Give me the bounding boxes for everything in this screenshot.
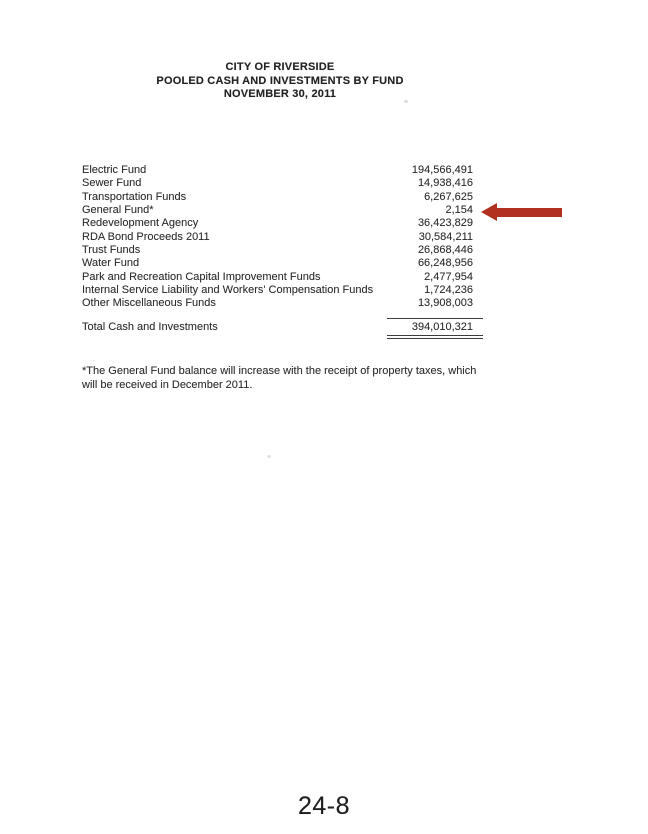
table-row-trust-funds [82, 244, 475, 257]
arrow-shaft [496, 208, 562, 217]
table-row-other-miscellaneous-funds [82, 297, 475, 310]
table-row-general-fund [82, 204, 475, 217]
fund-value: 36,423,829 [417, 217, 473, 230]
footnote-line-1: *The General Fund balance will increase with the receipt of property taxes, which [82, 365, 477, 377]
fund-value: 30,584,211 [418, 230, 473, 243]
fund-label: Sewer Fund [82, 177, 142, 190]
fund-value: 194,566,491 [411, 164, 473, 176]
fund-label: Park and Recreation Capital Improvement Funds [82, 270, 321, 283]
fund-value: 66,248,956 [417, 257, 473, 270]
fund-value: 1,724,236 [424, 284, 473, 297]
fund-label: Water Fund [82, 257, 140, 270]
total-value: 394,010,321 [387, 318, 483, 339]
footnote-line-2: will be received in December 2011. [82, 378, 253, 391]
fund-label: Electric Fund [82, 164, 147, 176]
total-row [82, 318, 475, 339]
red-arrow-annotation-icon [481, 203, 562, 222]
fund-label: Other Miscellaneous Funds [82, 297, 216, 310]
fund-value: 6,267,625 [424, 190, 473, 203]
total-label: Total Cash and Investments [82, 321, 218, 333]
table-row-rda-bond-proceeds [82, 231, 475, 244]
table-row-park-recreation-funds [82, 271, 475, 284]
document-title-line-3: NOVEMBER 30, 2011 [223, 88, 337, 100]
fund-label: Internal Service Liability and Workers' Compensation Funds [82, 284, 374, 297]
table-row-electric-fund [82, 164, 475, 177]
footnote [82, 365, 502, 393]
fund-label: Transportation Funds [82, 190, 187, 203]
fund-label: Trust Funds [82, 244, 141, 257]
document-title-line-1: CITY OF RIVERSIDE [225, 61, 335, 73]
fund-label: Redevelopment Agency [82, 217, 199, 230]
fund-value: 2,154 [445, 204, 473, 217]
fund-label: RDA Bond Proceeds 2011 [82, 230, 210, 243]
table-row-transportation-funds [82, 191, 475, 204]
fund-value: 2,477,954 [424, 270, 473, 283]
arrow-head [481, 203, 497, 221]
table-row-redevelopment-agency [82, 217, 475, 230]
table-row-sewer-fund [82, 177, 475, 190]
fund-value: 14,938,416 [417, 177, 473, 190]
document-title-line-2: POOLED CASH AND INVESTMENTS BY FUND [156, 74, 404, 87]
scan-speck [404, 100, 408, 103]
document-title-block [0, 61, 560, 102]
fund-value: 26,868,446 [417, 244, 473, 257]
scan-speck [267, 455, 271, 458]
table-row-water-fund [82, 257, 475, 270]
fund-label: General Fund* [82, 204, 154, 217]
fund-value: 13,908,003 [417, 297, 473, 310]
fund-table [82, 164, 475, 311]
page-number: 24-8 [297, 792, 351, 820]
table-row-internal-service-funds [82, 284, 475, 297]
